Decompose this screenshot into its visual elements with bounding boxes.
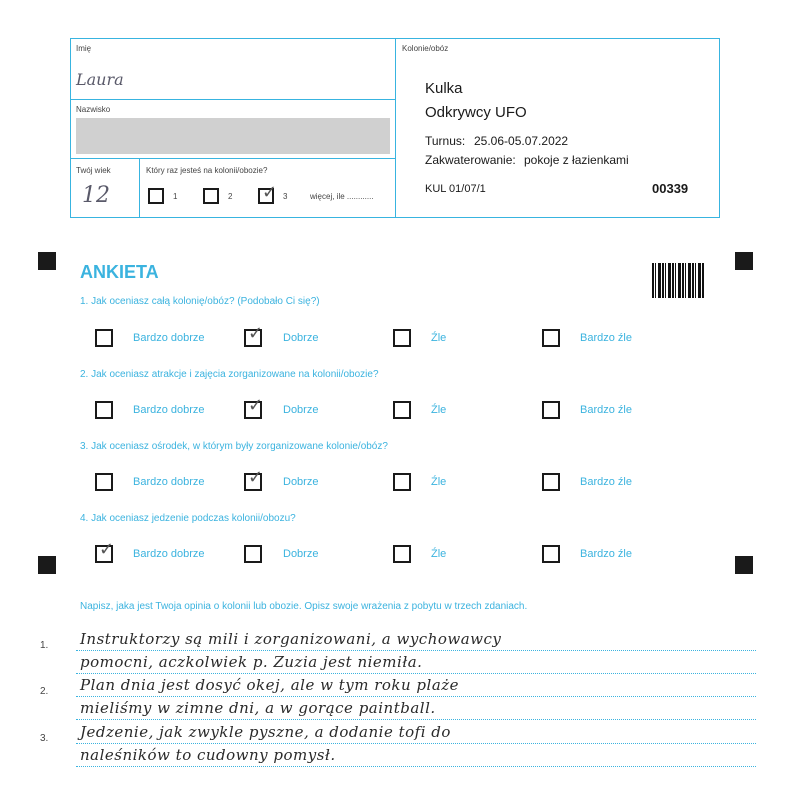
barcode <box>652 263 704 298</box>
question-1: 1. Jak oceniasz całą kolonię/obóz? (Podobało Ci się?) <box>80 296 320 307</box>
q4-option-very-good: Bardzo dobrze <box>133 548 205 560</box>
q3-checkbox-good[interactable] <box>244 467 264 491</box>
q4-checkbox-good[interactable] <box>244 545 262 563</box>
times-checkbox-3[interactable] <box>258 182 278 204</box>
camp-theme: Odkrywcy UFO <box>425 104 527 121</box>
survey-title: ANKIETA <box>80 262 159 282</box>
name-label: Imię <box>76 44 92 53</box>
check-mark-icon: ✓ <box>248 467 264 488</box>
camp-name: Kulka <box>425 80 463 97</box>
answer-line <box>76 650 756 651</box>
surname-redaction <box>76 118 390 154</box>
registration-mark-top-right <box>735 252 753 270</box>
answer-text-3a[interactable]: Jedzenie, jak zwykle pyszne, a dodanie tofi do <box>80 723 451 741</box>
answer-line <box>76 719 756 720</box>
q2-option-bad: Źle <box>431 404 447 416</box>
check-mark-icon: ✓ <box>248 323 264 344</box>
q2-option-very-good: Bardzo dobrze <box>133 404 205 416</box>
q4-option-bad: Źle <box>431 548 447 560</box>
q3-checkbox-very-good[interactable] <box>95 473 113 491</box>
q1-checkbox-very-bad[interactable] <box>542 329 560 347</box>
camp-code: KUL 01/07/1 <box>425 183 486 195</box>
answer-line <box>76 696 756 697</box>
name-value[interactable]: Laura <box>76 70 124 89</box>
q1-option-very-bad: Bardzo źle <box>580 332 632 344</box>
q3-option-very-good: Bardzo dobrze <box>133 476 205 488</box>
opinion-prompt: Napisz, jaka jest Twoja opinia o kolonii lub obozie. Opisz swoje wrażenia z pobytu w trzech zdaniach. <box>80 601 528 612</box>
q2-option-very-bad: Bardzo źle <box>580 404 632 416</box>
q1-checkbox-good[interactable] <box>244 323 264 347</box>
check-mark-icon: ✓ <box>99 539 115 560</box>
answer-number-2: 2. <box>40 686 49 697</box>
q4-option-good: Dobrze <box>283 548 319 560</box>
answer-text-2a[interactable]: Plan dnia jest dosyć okej, ale w tym roku plaże <box>80 676 460 694</box>
registration-mark-bottom-left <box>38 556 56 574</box>
question-3: 3. Jak oceniasz ośrodek, w którym były zorganizowane kolonie/obóz? <box>80 441 388 452</box>
answer-text-2b[interactable]: mieliśmy w zimne dni, a w gorące paintball. <box>80 699 436 717</box>
q3-option-bad: Źle <box>431 476 447 488</box>
camp-label: Kolonie/obóz <box>402 44 449 53</box>
q4-checkbox-very-good[interactable] <box>95 539 115 563</box>
q1-option-good: Dobrze <box>283 332 319 344</box>
times-option-more: więcej, ile ............ <box>310 192 374 201</box>
q1-option-very-good: Bardzo dobrze <box>133 332 205 344</box>
term-label: Turnus: <box>425 134 466 148</box>
check-mark-icon: ✓ <box>248 395 264 416</box>
q4-checkbox-bad[interactable] <box>393 545 411 563</box>
answer-text-1b[interactable]: pomocni, aczkolwiek p. Zuzia jest niemiła. <box>80 653 423 671</box>
question-4: 4. Jak oceniasz jedzenie podczas kolonii/obozu? <box>80 513 296 524</box>
answer-number-3: 3. <box>40 733 49 744</box>
q4-checkbox-very-bad[interactable] <box>542 545 560 563</box>
check-mark-icon: ✓ <box>262 182 278 203</box>
answer-text-3b[interactable]: naleśników to cudowny pomysł. <box>80 746 336 764</box>
q2-checkbox-very-bad[interactable] <box>542 401 560 419</box>
times-option-2: 2 <box>228 192 233 201</box>
answer-line <box>76 673 756 674</box>
form-number: 00339 <box>652 181 689 196</box>
registration-mark-bottom-right <box>735 556 753 574</box>
q3-checkbox-bad[interactable] <box>393 473 411 491</box>
lodging-label: Zakwaterowanie: <box>425 153 516 167</box>
registration-mark-top-left <box>38 252 56 270</box>
times-checkbox-2[interactable] <box>203 188 219 204</box>
q2-checkbox-bad[interactable] <box>393 401 411 419</box>
q2-option-good: Dobrze <box>283 404 319 416</box>
times-label: Który raz jesteś na kolonii/obozie? <box>146 166 268 175</box>
q3-checkbox-very-bad[interactable] <box>542 473 560 491</box>
q2-checkbox-very-good[interactable] <box>95 401 113 419</box>
q3-option-good: Dobrze <box>283 476 319 488</box>
answer-line <box>76 743 756 744</box>
q1-checkbox-very-good[interactable] <box>95 329 113 347</box>
term-value: 25.06-05.07.2022 <box>474 134 569 148</box>
times-checkbox-1[interactable] <box>148 188 164 204</box>
q2-checkbox-good[interactable] <box>244 395 264 419</box>
q1-option-bad: Źle <box>431 332 447 344</box>
answer-text-1a[interactable]: Instruktorzy są mili i zorganizowani, a wychowawcy <box>80 630 502 648</box>
lodging-value: pokoje z łazienkami <box>524 153 629 167</box>
q3-option-very-bad: Bardzo źle <box>580 476 632 488</box>
q1-checkbox-bad[interactable] <box>393 329 411 347</box>
surname-label: Nazwisko <box>76 105 111 114</box>
q4-option-very-bad: Bardzo źle <box>580 548 632 560</box>
question-2: 2. Jak oceniasz atrakcje i zajęcia zorganizowane na kolonii/obozie? <box>80 369 379 380</box>
answer-number-1: 1. <box>40 640 49 651</box>
answer-line <box>76 766 756 767</box>
times-option-3: 3 <box>283 192 288 201</box>
age-value[interactable]: 12 <box>82 183 110 208</box>
times-option-1: 1 <box>173 192 178 201</box>
age-label: Twój wiek <box>76 166 111 175</box>
